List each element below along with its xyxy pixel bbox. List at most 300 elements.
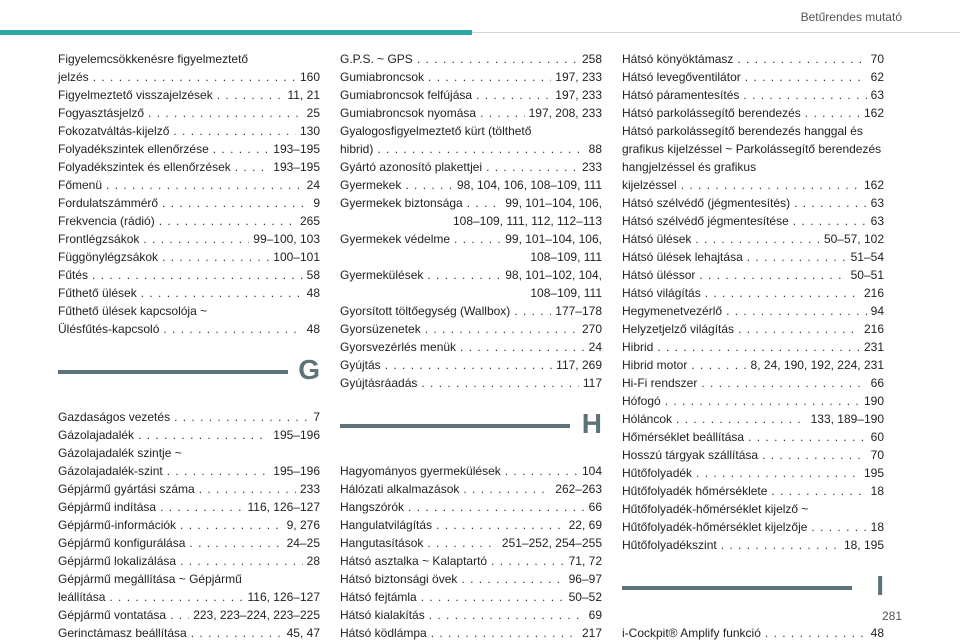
dot-leader xyxy=(421,588,565,606)
index-entry xyxy=(340,194,602,230)
dot-leader xyxy=(431,624,578,642)
dot-leader xyxy=(93,68,296,86)
entry-line xyxy=(340,86,602,104)
entry-term: Gépjármű vontatása xyxy=(58,608,167,622)
entry-pages: 58 xyxy=(306,268,320,282)
entry-pages-continued: 108–109, 111 xyxy=(530,286,602,300)
entry-title: Gépjármű megállítása ~ Gépjármű xyxy=(58,572,242,586)
dot-leader xyxy=(425,320,578,338)
dot-leader xyxy=(681,176,860,194)
dot-leader xyxy=(170,606,189,624)
dot-leader xyxy=(106,176,303,194)
entry-line xyxy=(340,104,602,122)
entry-term: Frekvencia (rádió) xyxy=(58,214,155,228)
entry-line xyxy=(58,534,320,552)
entry-term: Hátsó páramentesítés xyxy=(622,88,740,102)
dot-leader xyxy=(436,516,565,534)
entry-pages: 71, 72 xyxy=(568,554,602,568)
entry-line xyxy=(340,480,602,498)
index-entry xyxy=(340,50,602,68)
dot-leader xyxy=(408,498,585,516)
entry-term: Fűtés xyxy=(58,268,89,282)
entry-pages: 197, 233 xyxy=(555,70,602,84)
dot-leader xyxy=(92,266,303,284)
entry-term: Hűtőfolyadék xyxy=(622,466,693,480)
index-entry xyxy=(340,588,602,606)
index-entry xyxy=(622,122,884,194)
section-letter: G xyxy=(298,354,320,385)
entry-line xyxy=(340,534,602,552)
entry-term: Hátsó asztalka ~ Kalaptartó xyxy=(340,554,488,568)
entry-pages: 51–54 xyxy=(850,250,884,264)
entry-pages: 45, 47 xyxy=(286,626,320,640)
entry-line xyxy=(58,408,320,426)
index-entry xyxy=(622,320,884,338)
entry-pages: 18 xyxy=(870,484,884,498)
dot-leader xyxy=(505,462,578,480)
section-divider xyxy=(58,352,320,400)
entry-line xyxy=(340,194,602,212)
entry-pages: 130 xyxy=(299,124,320,138)
entry-pages: 11, 21 xyxy=(287,88,320,102)
entry-line xyxy=(622,266,884,284)
entry-line xyxy=(58,606,320,624)
entry-title: Hátsó parkolássegítő berendezés hanggal és grafikus kijelzéssel ~ Parkolássegítő berendezés hangjelzéssel és grafikus xyxy=(622,124,882,174)
dot-leader xyxy=(701,374,866,392)
dot-leader xyxy=(460,338,585,356)
dot-leader xyxy=(405,176,453,194)
index-entry xyxy=(622,536,884,554)
index-entry xyxy=(622,338,884,356)
entry-pages: 66 xyxy=(588,500,602,514)
entry-title: Hűtőfolyadék-hőmérséklet kijelző ~ xyxy=(622,502,809,516)
entry-pages: 223, 223–224, 223–225 xyxy=(193,608,320,622)
index-entry xyxy=(340,356,602,374)
entry-line xyxy=(58,498,320,516)
index-entry xyxy=(622,428,884,446)
entry-line xyxy=(340,462,602,480)
entry-term: Hi-Fi rendszer xyxy=(622,376,698,390)
section-divider xyxy=(340,406,602,454)
entry-pages: 190 xyxy=(863,394,884,408)
index-entry xyxy=(58,266,320,284)
entry-line xyxy=(622,68,884,86)
dot-leader xyxy=(726,302,867,320)
entry-pages: 117 xyxy=(582,376,602,390)
index-entry xyxy=(340,606,602,624)
entry-pages: 50–51 xyxy=(850,268,884,282)
dot-leader xyxy=(173,122,296,140)
index-entry xyxy=(622,624,884,642)
entry-pages: 258 xyxy=(581,52,602,66)
entry-pages: 62 xyxy=(870,70,884,84)
entry-line xyxy=(58,552,320,570)
index-entry xyxy=(622,302,884,320)
entry-line xyxy=(58,194,320,212)
entry-term: Gyorsüzenetek xyxy=(340,322,421,336)
index-entry xyxy=(622,230,884,248)
entry-pages: 24–25 xyxy=(286,536,320,550)
entry-line xyxy=(340,338,602,356)
entry-term: G.P.S. ~ GPS xyxy=(340,52,413,66)
entry-title: Gázolajadalék szintje ~ xyxy=(58,446,182,460)
entry-pages: 25 xyxy=(306,106,320,120)
index-entry xyxy=(622,194,884,212)
entry-term: Fokozatváltás-kijelző xyxy=(58,124,170,138)
entry-line xyxy=(622,428,884,446)
section-letter: H xyxy=(581,408,602,439)
index-column-2 xyxy=(340,50,602,642)
entry-term: Fogyasztásjelző xyxy=(58,106,145,120)
entry-line xyxy=(622,230,884,248)
entry-term: Gyermekülések xyxy=(340,268,424,282)
entry-line xyxy=(622,194,884,212)
index-entry xyxy=(622,266,884,284)
entry-line xyxy=(58,426,320,444)
dot-leader xyxy=(454,230,501,248)
entry-pages: 251–252, 254–255 xyxy=(501,536,602,550)
entry-line xyxy=(622,212,884,230)
entry-line xyxy=(622,104,884,122)
entry-term: Gázolajadalék xyxy=(58,428,135,442)
entry-term: jelzés xyxy=(58,70,89,84)
entry-pages: 216 xyxy=(863,322,884,336)
index-entry xyxy=(340,266,602,302)
index-entry xyxy=(340,320,602,338)
entry-line xyxy=(622,518,884,536)
dot-leader xyxy=(811,518,866,536)
index-entry xyxy=(58,408,320,426)
entry-line xyxy=(58,516,320,534)
entry-pages: 63 xyxy=(870,214,884,228)
entry-line xyxy=(622,392,884,410)
dot-leader xyxy=(162,194,309,212)
index-entry xyxy=(622,68,884,86)
entry-line xyxy=(58,86,320,104)
page-number: 281 xyxy=(881,609,902,623)
entry-line xyxy=(340,158,602,176)
index-column-3 xyxy=(622,50,884,642)
entry-term: Főmenü xyxy=(58,178,103,192)
entry-pages: 117, 269 xyxy=(556,358,602,372)
index-entry xyxy=(58,140,320,158)
index-entry xyxy=(622,482,884,500)
index-entry xyxy=(622,392,884,410)
dot-leader xyxy=(748,428,867,446)
entry-pages: 195 xyxy=(863,466,884,480)
entry-term: Gyermekek védelme xyxy=(340,232,451,246)
entry-term: Fűthető ülések xyxy=(58,286,137,300)
entry-term: Hátsó kialakítás xyxy=(340,608,425,622)
dot-leader xyxy=(476,86,551,104)
dot-leader xyxy=(747,248,847,266)
entry-pages: 133, 189–190 xyxy=(810,412,884,426)
index-entry xyxy=(340,158,602,176)
dot-leader xyxy=(421,374,578,392)
entry-term: Gázolajadalék-szint xyxy=(58,464,163,478)
entry-pages: 99–100, 103 xyxy=(253,232,320,246)
entry-pages: 193–195 xyxy=(273,160,320,174)
index-entry xyxy=(340,230,602,266)
index-entry xyxy=(622,50,884,68)
entry-term: Hátsó levegőventilátor xyxy=(622,70,741,84)
index-column-1 xyxy=(58,50,320,642)
entry-term: Hangutasítások xyxy=(340,536,424,550)
dot-leader xyxy=(167,462,270,480)
index-entry xyxy=(58,570,320,606)
entry-line xyxy=(58,140,320,158)
dot-leader xyxy=(159,212,296,230)
dot-leader xyxy=(461,570,564,588)
dot-leader xyxy=(738,320,860,338)
entry-pages: 177–178 xyxy=(555,304,602,318)
entry-pages: 193–195 xyxy=(273,142,320,156)
entry-term: Gépjármű gyártási száma xyxy=(58,482,195,496)
header-rule xyxy=(472,32,960,33)
index-entry xyxy=(58,534,320,552)
entry-term: Gépjármű-információk xyxy=(58,518,177,532)
entry-pages-continued: 108–109, 111 xyxy=(530,250,602,264)
entry-line xyxy=(58,624,320,642)
entry-line xyxy=(622,356,884,374)
entry-pages: 48 xyxy=(306,322,320,336)
entry-term: Helyzetjelző világítás xyxy=(622,322,735,336)
dot-leader xyxy=(199,480,296,498)
entry-pages: 18 xyxy=(870,520,884,534)
entry-line xyxy=(340,356,602,374)
entry-term: Hátsó szélvédő jégmentesítése xyxy=(622,214,789,228)
dot-leader xyxy=(743,86,866,104)
dot-leader xyxy=(213,140,270,158)
entry-pages: 195–196 xyxy=(273,428,320,442)
entry-line xyxy=(340,140,602,158)
index-entry xyxy=(58,176,320,194)
entry-pages: 48 xyxy=(870,626,884,640)
entry-term: Hangszórók xyxy=(340,500,405,514)
index-entry xyxy=(340,86,602,104)
entry-pages: 70 xyxy=(870,52,884,66)
entry-line xyxy=(340,552,602,570)
entry-line xyxy=(340,606,602,624)
entry-line xyxy=(622,338,884,356)
entry-line xyxy=(58,176,320,194)
entry-term: Frontlégzsákok xyxy=(58,232,140,246)
index-entry xyxy=(340,480,602,498)
index-entry xyxy=(622,248,884,266)
entry-pages: 50–57, 102 xyxy=(823,232,884,246)
entry-term: Fordulatszámmérő xyxy=(58,196,159,210)
entry-line xyxy=(58,284,320,302)
entry-line xyxy=(58,230,320,248)
dot-leader xyxy=(657,338,860,356)
section-rule xyxy=(622,586,852,590)
dot-leader xyxy=(467,194,502,212)
entry-line xyxy=(340,320,602,338)
entry-term: Gyújtás xyxy=(340,358,381,372)
entry-pages: 88 xyxy=(588,142,602,156)
dot-leader xyxy=(737,50,866,68)
dot-leader xyxy=(665,392,860,410)
entry-line xyxy=(622,464,884,482)
entry-pages: 94 xyxy=(870,304,884,318)
entry-term: Gépjármű konfigurálása xyxy=(58,536,186,550)
dot-leader xyxy=(771,482,866,500)
entry-term: hibrid) xyxy=(340,142,374,156)
index-entry xyxy=(340,516,602,534)
index-entry xyxy=(622,212,884,230)
entry-pages: 197, 208, 233 xyxy=(528,106,602,120)
dot-leader xyxy=(162,248,269,266)
index-entry xyxy=(340,122,602,158)
entry-pages: 262–263 xyxy=(555,482,602,496)
dot-leader xyxy=(417,50,578,68)
dot-leader xyxy=(699,266,846,284)
dot-leader xyxy=(480,104,525,122)
entry-pages: 162 xyxy=(863,178,884,192)
dot-leader xyxy=(180,516,283,534)
index-entry xyxy=(340,68,602,86)
entry-pages: 99, 101–104, 106, xyxy=(505,232,602,246)
entry-term: Hűtőfolyadékszint xyxy=(622,538,717,552)
entry-term: Gazdaságos vezetés xyxy=(58,410,171,424)
entry-line xyxy=(622,302,884,320)
entry-term: kijelzéssel xyxy=(622,178,677,192)
index-entry xyxy=(58,624,320,642)
index-entry xyxy=(622,464,884,482)
dot-leader xyxy=(705,284,860,302)
index-entry xyxy=(58,552,320,570)
index-entry xyxy=(622,410,884,428)
dot-leader xyxy=(217,86,284,104)
entry-term: Hófogó xyxy=(622,394,661,408)
dot-leader xyxy=(794,194,867,212)
entry-term: Gyermekek xyxy=(340,178,402,192)
index-entry xyxy=(340,104,602,122)
entry-term: Folyadékszintek és ellenőrzések xyxy=(58,160,231,174)
entry-line xyxy=(58,588,320,606)
entry-line xyxy=(622,374,884,392)
entry-term: Hibrid motor xyxy=(622,358,688,372)
entry-term: Hátsó világítás xyxy=(622,286,701,300)
dot-leader xyxy=(491,552,565,570)
index-entry xyxy=(340,534,602,552)
entry-title: Figyelemcsökkenésre figyelmeztető xyxy=(58,52,249,66)
entry-pages: 217 xyxy=(581,626,602,640)
entry-pages: 195–196 xyxy=(273,464,320,478)
index-entry xyxy=(622,104,884,122)
entry-term: leállítása xyxy=(58,590,106,604)
dot-leader xyxy=(385,356,552,374)
header-bar xyxy=(0,0,960,40)
entry-pages: 24 xyxy=(588,340,602,354)
index-entry xyxy=(622,86,884,104)
dot-leader xyxy=(765,624,867,642)
index-entry xyxy=(58,212,320,230)
dot-leader xyxy=(191,624,283,642)
entry-pages: 66 xyxy=(870,376,884,390)
entry-term: Hibrid xyxy=(622,340,654,354)
dot-leader xyxy=(148,104,303,122)
section-rule xyxy=(340,424,570,428)
entry-line xyxy=(622,320,884,338)
dot-leader xyxy=(160,498,243,516)
dot-leader xyxy=(163,320,302,338)
dot-leader xyxy=(696,464,860,482)
entry-term: Hátsó biztonsági övek xyxy=(340,572,458,586)
entry-line xyxy=(58,104,320,122)
entry-pages: 24 xyxy=(306,178,320,192)
entry-term: Hosszú tárgyak szállítása xyxy=(622,448,759,462)
entry-line xyxy=(58,266,320,284)
entry-pages: 70 xyxy=(870,448,884,462)
entry-term: Gyártó azonosító plakettjei xyxy=(340,160,483,174)
entry-line xyxy=(340,68,602,86)
entry-term: Hangulatvilágítás xyxy=(340,518,433,532)
index-entry xyxy=(58,498,320,516)
entry-term: Hóláncok xyxy=(622,412,673,426)
entry-pages: 265 xyxy=(299,214,320,228)
entry-term: i-Cockpit® Amplify funkció xyxy=(622,626,761,640)
entry-pages: 9 xyxy=(313,196,320,210)
dot-leader xyxy=(235,158,270,176)
index-entry xyxy=(58,606,320,624)
entry-pages: 233 xyxy=(581,160,602,174)
entry-line xyxy=(622,482,884,500)
index-entry xyxy=(622,284,884,302)
dot-leader xyxy=(377,140,584,158)
entry-term: Hátsó ülések lehajtása xyxy=(622,250,743,264)
entry-pages: 231 xyxy=(863,340,884,354)
dot-leader xyxy=(180,552,303,570)
index-entry xyxy=(58,302,320,338)
entry-line xyxy=(340,230,602,248)
entry-term: Hálózati alkalmazások xyxy=(340,482,460,496)
entry-line xyxy=(340,302,602,320)
index-entry xyxy=(340,176,602,194)
entry-pages: 160 xyxy=(299,70,320,84)
entry-pages: 104 xyxy=(581,464,602,478)
entry-line xyxy=(340,570,602,588)
index-entry xyxy=(58,158,320,176)
entry-title: Fűthető ülések kapcsolója ~ xyxy=(58,304,208,318)
index-entry xyxy=(340,624,602,642)
entry-line xyxy=(340,624,602,642)
index-entry xyxy=(340,570,602,588)
entry-line xyxy=(340,266,602,284)
entry-pages: 18, 195 xyxy=(843,538,884,552)
entry-term: Hagyományos gyermekülések xyxy=(340,464,501,478)
entry-term: Hátsó üléssor xyxy=(622,268,696,282)
dot-leader xyxy=(514,302,551,320)
dot-leader xyxy=(793,212,867,230)
entry-line xyxy=(622,248,884,266)
dot-leader xyxy=(189,534,282,552)
entry-line xyxy=(58,462,320,480)
entry-pages: 7 xyxy=(313,410,320,424)
index-entry xyxy=(58,426,320,444)
header-accent-stripe xyxy=(0,30,472,35)
entry-term: Gumiabroncsok nyomása xyxy=(340,106,477,120)
dot-leader xyxy=(143,230,249,248)
entry-term: Hűtőfolyadék hőmérséklete xyxy=(622,484,768,498)
index-entry xyxy=(58,284,320,302)
entry-term: Hegymenetvezérlő xyxy=(622,304,723,318)
entry-line xyxy=(622,284,884,302)
entry-pages: 216 xyxy=(863,286,884,300)
entry-pages: 162 xyxy=(863,106,884,120)
index-entry xyxy=(58,516,320,534)
index-entry xyxy=(340,374,602,392)
